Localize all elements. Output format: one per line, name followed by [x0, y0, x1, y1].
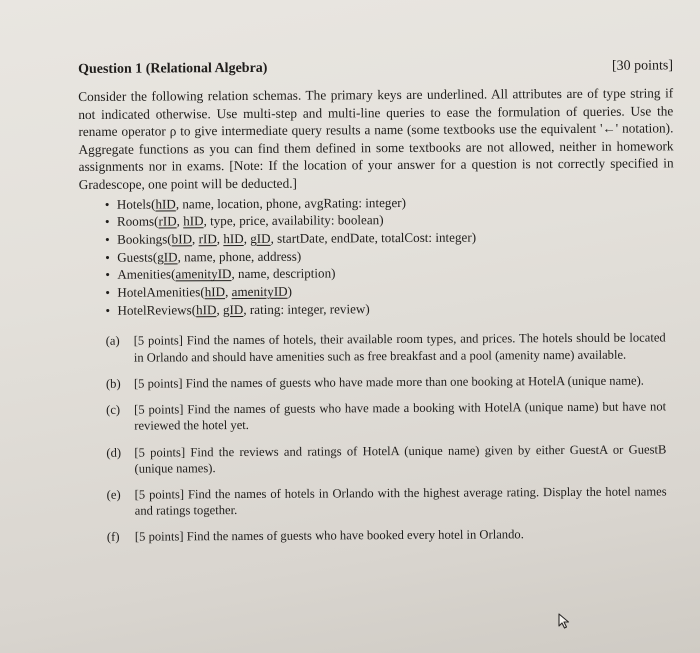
subquestion-text: [5 points] Find the reviews and ratings of HotelA (unique name) given by either GuestA or GuestB (unique names).: [134, 441, 667, 476]
subquestion: [106, 441, 666, 477]
schema-attributes: , name, location, phone, avgRating: integer): [175, 194, 407, 211]
schema-name: HotelReviews(: [117, 302, 197, 318]
schema-list: [79, 192, 675, 320]
question-title: Question 1 (Relational Algebra): [78, 60, 268, 77]
question-header: [78, 58, 673, 78]
schema-item: • HotelReviews(hID, gID, rating: integer, review): [107, 298, 674, 319]
subquestion-label: (c): [106, 402, 121, 417]
subquestion-label: (d): [106, 445, 122, 460]
primary-key: hID: [183, 213, 204, 229]
subquestion-list: [80, 330, 667, 546]
primary-key: gID: [222, 301, 244, 317]
schema-name: Amenities(: [117, 266, 176, 283]
schema-attributes: , type, price, availability: boolean): [203, 212, 384, 229]
subquestion-text: [5 points] Find the names of hotels, their available room types, and prices. The hotels should be located in Orlando and should have amenities such as free breakfast and a pool (amenity name) available.: [133, 330, 666, 365]
question-points: [30 points]: [611, 58, 674, 74]
subquestion-text: [5 points] Find the names of hotels in Orlando with the highest average rating. Display the hotel names and ratings together.: [134, 484, 667, 518]
primary-key: amenityID: [231, 283, 288, 300]
schema-name: HotelAmenities(: [117, 284, 205, 300]
subquestion-text: [5 points] Find the names of guests who have made a booking with HotelA (unique name) but have not reviewed the hotel yet.: [134, 399, 667, 433]
subquestion: [107, 483, 667, 519]
subquestion-text: [5 points] Find the names of guests who have booked every hotel in Orlando.: [134, 527, 524, 544]
schema-item: • HotelAmenities(hID, amenityID): [107, 280, 674, 301]
primary-key: rID: [158, 213, 177, 229]
schema-attributes: , startDate, endDate, totalCost: integer): [270, 229, 477, 246]
intro-paragraph: Consider the following relation schemas. The primary keys are underlined. All attributes are of type string if not indicated otherwise. Use multi-step and multi-line queries to ease the formulation of queries. Use the rename operator ρ to give intermediate query results a name (some textbooks use the equivalent '←' notation). Aggregate functions as you can find them defined in some textbooks are not allowed, neither in homework assignments nor in exams. [Note: If the location of your answer for a question is not correctly specified in Gradescope, one point will be deducted.]: [78, 85, 674, 192]
schema-attributes: , rating: integer, review): [243, 301, 370, 317]
schema-attributes: , name, phone, address): [177, 248, 302, 265]
subquestion: [106, 399, 666, 435]
mouse-pointer-icon: [556, 612, 574, 630]
primary-key: hID: [155, 195, 176, 212]
primary-key: gID: [157, 249, 178, 265]
subquestion-label: (f): [106, 530, 120, 545]
subquestion: [106, 330, 666, 366]
schema-name: Bookings(: [117, 231, 172, 247]
subquestion-text: [5 points] Find the names of guests who have made more than one booking at HotelA (unique name).: [133, 373, 644, 391]
subquestion-label: (b): [105, 376, 121, 391]
schema-attributes: ): [287, 283, 293, 299]
schema-item: • Bookings(bID, rID, hID, gID, startDate, endDate, totalCost: integer): [107, 227, 674, 248]
schema-name: Hotels(: [116, 196, 156, 212]
primary-key: hID: [204, 284, 226, 300]
primary-key: amenityID: [175, 266, 232, 282]
primary-key: rID: [198, 231, 217, 247]
schema-name: Rooms(: [116, 213, 159, 230]
document: [78, 58, 676, 555]
schema-attributes: , name, description): [231, 265, 336, 282]
primary-key: hID: [196, 301, 217, 318]
subquestion-label: (a): [105, 334, 120, 349]
primary-key: hID: [223, 230, 244, 247]
subquestion-label: (e): [106, 487, 121, 502]
subquestion: [107, 526, 667, 546]
schema-item: • Rooms(rID, hID, type, price, availability: boolean): [107, 210, 674, 231]
primary-key: gID: [250, 230, 271, 246]
schema-name: Guests(: [117, 249, 158, 265]
primary-key: bID: [171, 231, 193, 247]
subquestion: [106, 372, 666, 392]
